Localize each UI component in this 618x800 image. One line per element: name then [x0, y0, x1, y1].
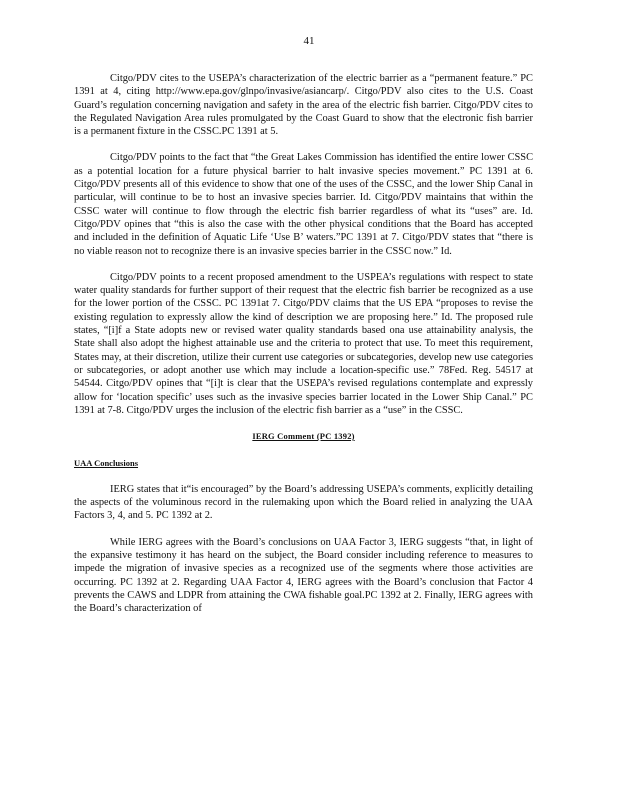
document-body [74, 72, 533, 628]
paragraph-ierg-agrees: While IERG agrees with the Board’s conclusions on UAA Factor 3, IERG suggests “that, in light of the expansive testimony it has heard on the subject, the Board consider including reference to measures to impede the migration of invasive species as a recognized use of the segments where those activities are occurring. PC 1392 at 2. Regarding UAA Factor 4, IERG agrees with the Board’s conclusion that Factor 4 prevents the CAWS and LDPR from attaining the CWA fishable goal.PC 1392 at 2. Finally, IERG agrees with the Board’s characterization of [74, 536, 533, 615]
section-heading-ierg-comment: IERG Comment (PC 1392) [252, 431, 355, 442]
paragraph-proposed-amendment: Citgo/PDV points to a recent proposed amendment to the USPEA’s regulations with respect to state water quality standards for further support of their request that the electric fish barrier be recognized as a use for the lower portion of the CSSC. PC 1391at 7. Citgo/PDV claims that the US EPA “proposes to revise the existing regulation to expressly allow the kind of description we are proposing here.” Id. The proposed rule states, “[i]f a State adopts new or revised water quality standards based ona use attainability analysis, the State shall also adopt the highest attainable use and the criteria to protect that use. To meet this requirement, States may, at their discretion, utilize their current use categories or subcategories, develop new use categories or subcategories, or adopt another use which may include a location-specific use.” 78Fed. Reg. 54517 at 54544. Citgo/PDV opines that “[i]t is clear that the USEPA’s revised regulations contemplate and expressly allow for ‘location specific’ uses such as the invasive species barrier located in the Lower Ship Canal.” PC 1391 at 7-8. Citgo/PDV urges the inclusion of the electric fish barrier as a “use” in the CSSC. [74, 271, 533, 416]
page-number: 41 [303, 35, 315, 47]
paragraph-usepa-characterization: Citgo/PDV cites to the USEPA’s characterization of the electric barrier as a “permanent feature.” PC 1391 at 4, citing http://www.epa.gov/glnpo/invasive/asiancarp/. Citgo/PDV also cites to the U.S. Coast Guard’s regulation concerning navigation and safety in the area of the electric fish barrier. Citgo/PDV cites to the Regulated Navigation Area rules promulgated by the Coast Guard to show that the electronic fish barrier is a permanent fixture in the CSSC.PC 1391 at 5. [74, 73, 533, 138]
paragraph-ierg-encouraged: IERG states that it“is encouraged” by the Board’s addressing USEPA’s comments, explicitly detailing the aspects of the voluminous record in the rulemaking upon which the Board relied in analyzing the UAA Factors 3, 4, and 5. PC 1392 at 2. [74, 483, 533, 522]
paragraph-great-lakes-commission: Citgo/PDV points to the fact that “the Great Lakes Commission has identified the entire lower CSSC as a potential location for a future physical barrier to halt invasive species movement.” PC 1391 at 6. Citgo/PDV presents all of this evidence to show that one of the uses of the CSSC, and the lower Ship Canal in particular, will continue to be to host an invasive species barrier. Id. Citgo/PDV maintains that within the CSSC water will continue to flow through the electric fish barrier regardless of what its “uses” are. Id. Citgo/PDV opines that “this is also the case with the other physical conditions that the Board has accepted and included in the definition of Aquatic Life ‘Use B’ waters.”PC 1391 at 7. Citgo/PDV states that “there is no viable reason not to recognize there is an invasive species barrier in the CSSC now.” Id. [74, 152, 533, 257]
subheading-uaa-conclusions: UAA Conclusions [74, 458, 139, 469]
